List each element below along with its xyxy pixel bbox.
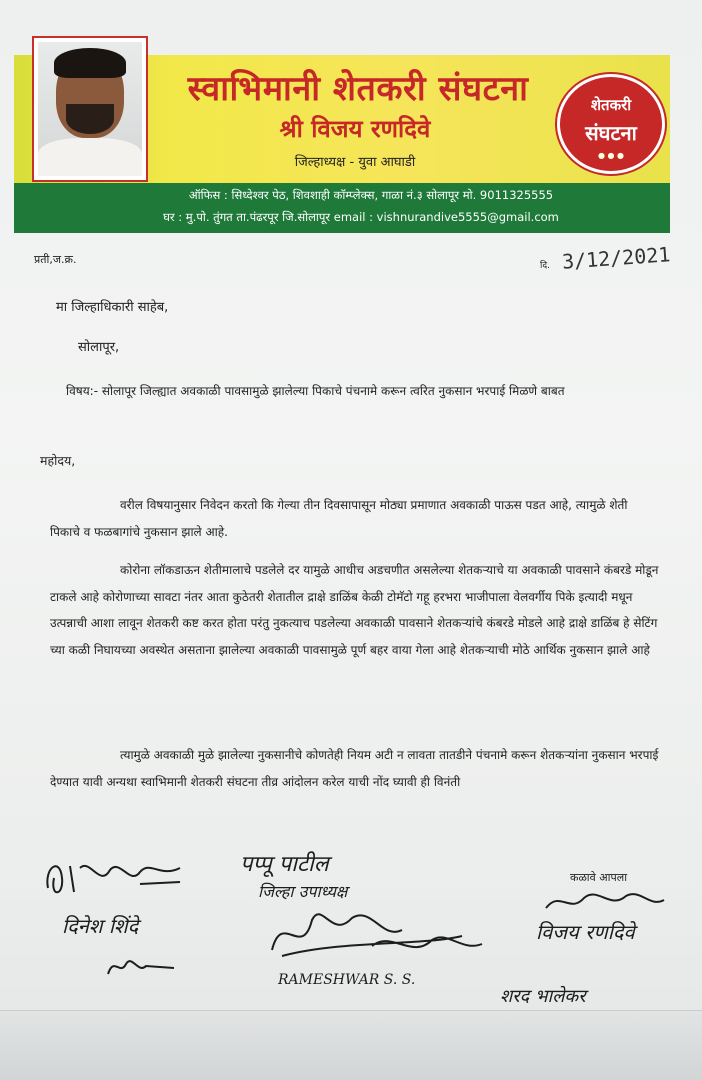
signature-left-initials bbox=[104, 952, 184, 982]
signature-bottom-name: शरद भालेकर bbox=[500, 986, 586, 1007]
signature-right-scribble bbox=[540, 884, 670, 920]
body-paragraph-1: वरील विषयानुसार निवेदन करतो कि गेल्या तीन दिवसापासून मोठ्या प्रमाणात अवकाळी पाऊस पडत आहे, त्यामुळे शेती पिकाचे व फळबागांचे नुकसान झाले आहे. bbox=[50, 498, 628, 539]
signature-center-latin: RAMESHWAR S. S. bbox=[278, 972, 416, 988]
designation: जिल्हाध्यक्ष - युवा आघाडी bbox=[294, 155, 416, 170]
closing-label: कळावे आपला bbox=[570, 871, 628, 884]
home-address-email: घर : मु.पो. तुंगत ता.पंढरपूर जि.सोलापूर email : vishnurandive5555@gmail.com bbox=[163, 210, 559, 224]
signature-left-scribble bbox=[40, 848, 190, 908]
salutation: महोदय, bbox=[40, 453, 76, 468]
signature-right-name: विजय रणदिवे bbox=[536, 920, 635, 944]
organization-seal-logo: शेतकरी संघटना ● ● ● bbox=[557, 74, 665, 174]
page-bottom-edge bbox=[0, 1010, 702, 1080]
handwritten-date: 3/12/2021 bbox=[561, 242, 672, 274]
seal-text-top: शेतकरी bbox=[590, 96, 632, 114]
signature-center-title: जिल्हा उपाध्यक्ष bbox=[258, 882, 348, 901]
seal-text-main: संघटना bbox=[585, 121, 637, 145]
leader-photo bbox=[32, 36, 148, 182]
signature-center-name: पप्पू पाटील bbox=[240, 852, 329, 877]
organization-name: स्वाभिमानी शेतकरी संघटना bbox=[187, 69, 529, 109]
reference-number: प्रती,ज.क्र. bbox=[34, 253, 77, 266]
subject-line: विषय:- सोलापूर जिल्ह्यात अवकाळी पावसामुळे झालेल्या पिकाचे पंचनामे करून त्वरित नुकसान भरपाई मिळणे बाबत bbox=[66, 384, 565, 398]
signature-center-scribble bbox=[262, 900, 492, 970]
signature-left-name: दिनेश शिंदे bbox=[62, 914, 139, 938]
person-name: श्री विजय रणदिवे bbox=[279, 114, 431, 143]
recipient: मा जिल्हाधिकारी साहेब, bbox=[56, 300, 169, 315]
office-address: ऑफिस : सिध्देश्वर पेठ, शिवशाही कॉम्प्लेक्स, गाळा नं.३ सोलापूर मो. 9011325555 bbox=[188, 188, 554, 202]
body-paragraph-2: कोरोना लॉकडाऊन शेतीमालाचे पडलेले दर यामुळे आधीच अडचणीत असलेल्या शेतकऱ्याचे या अवकाळी पावसाने कंबरडे मोडून टाकले आहे कोरोणाच्या सावटा नंतर आता कुठेतरी शेतातील द्राक्षे डाळिंब केळी टोमॅटो गहू हरभरा भाजीपाला वेलवर्गीय पिके इत्यादी मधून उत्पन्नाची आशा लावून शेतकरी कष्ट करत होता परंतु नुकत्याच पडलेल्या अवकाळी पावसाने शेतकऱ्यांचे कंबरडे मोडले आहे द्राक्षे डाळिंब हे सेटिंग च्या कळी निघायच्या अवस्थेत असताना झालेल्या अवकाळी पावसामुळे पूर्ण बहर वाया गेला आहे शेतकऱ्याची मोठे आर्थिक नुकसान झाले आहे bbox=[50, 563, 659, 657]
recipient-city: सोलापूर, bbox=[78, 340, 120, 355]
date-label: दि. bbox=[540, 261, 550, 271]
body-paragraph-3: त्यामुळे अवकाळी मुळे झालेल्या नुकसानीचे कोणतेही नियम अटी न लावता तातडीने पंचनामे करून शेतकऱ्यांना नुकसान भरपाई देण्यात यावी अन्यथा स्वाभिमानी शेतकरी संघटना तीव्र आंदोलन करेल याची नोंद घ्यावी ही विनंती bbox=[50, 748, 659, 789]
